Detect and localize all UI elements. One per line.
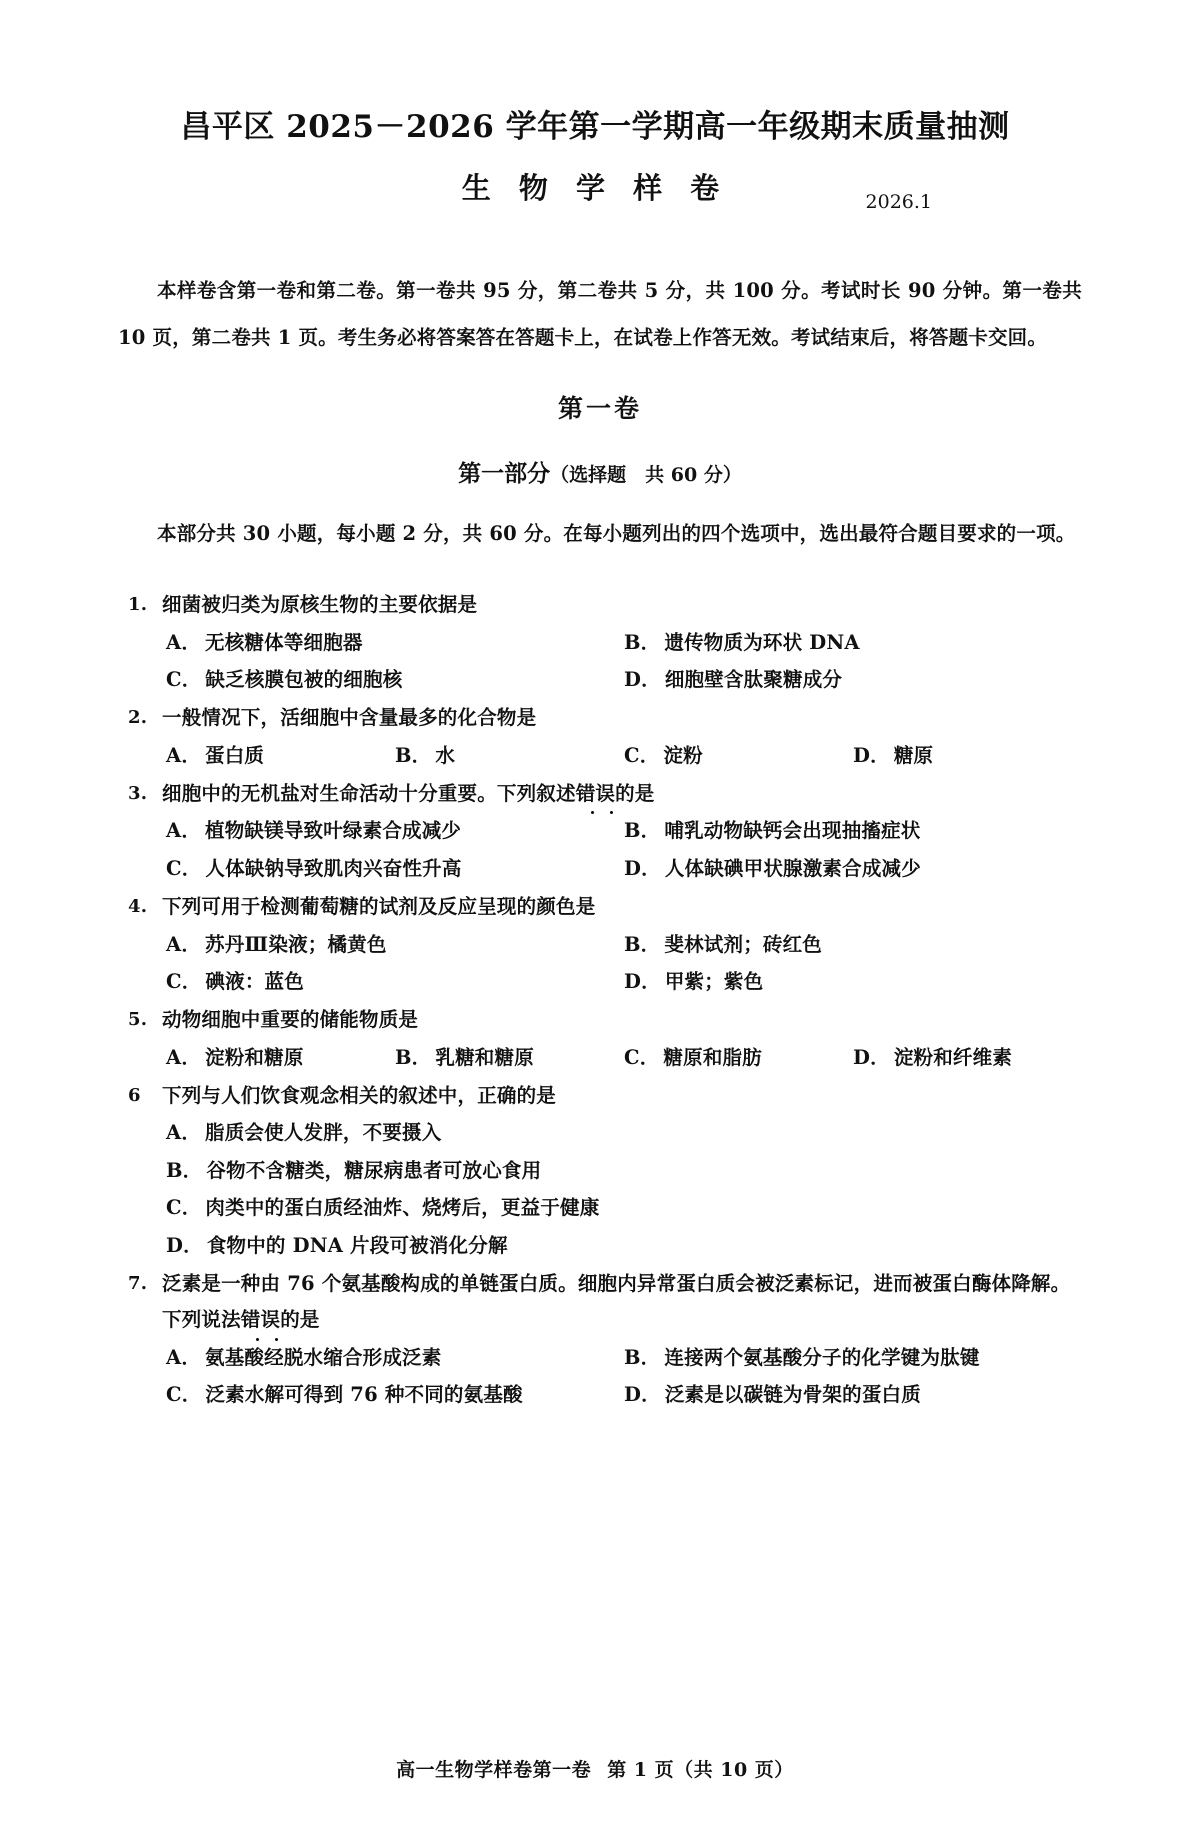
- option-label: C．: [166, 668, 202, 692]
- option-label: D．: [624, 856, 661, 880]
- option-text: 糖原和脂肪: [663, 1045, 762, 1069]
- exam-instructions: 本样卷含第一卷和第二卷。第一卷共 95 分，第二卷共 5 分，共 100 分。考试时长 90 分钟。第一卷共 10 页，第二卷共 1 页。考生务必将答案答在答题卡上，在试卷上作答无效。考试结束后，将答题卡交回。: [118, 278, 1082, 349]
- option-label: B．: [624, 630, 661, 654]
- option-text: 乳糖和糖原: [435, 1045, 534, 1069]
- option-label: C．: [166, 856, 202, 880]
- option-b[interactable]: [395, 1039, 624, 1076]
- option-text: 斐林试剂；砖红色: [664, 932, 822, 956]
- stem-emphasis: 错误: [576, 776, 615, 812]
- option-text: 食物中的 DNA 片段可被消化分解: [206, 1233, 508, 1257]
- option-label: B．: [166, 1158, 203, 1182]
- footer-page-number: 第 1 页（共 10 页）: [607, 1759, 794, 1781]
- option-text: 哺乳动物缺钙会出现抽搐症状: [664, 819, 921, 843]
- option-text: 蛋白质: [205, 743, 265, 767]
- option-text: 淀粉: [663, 743, 703, 767]
- question-number: 4.: [128, 896, 148, 918]
- option-d[interactable]: [624, 963, 1082, 1000]
- question-5: [128, 1002, 1082, 1076]
- option-group: [128, 812, 1082, 887]
- option-a[interactable]: [166, 1039, 395, 1076]
- option-label: C．: [166, 1196, 202, 1220]
- question-text: 动物细胞中重要的储能物质是: [162, 1008, 419, 1032]
- part-instructions: 本部分共 30 小题，每小题 2 分，共 60 分。在每小题列出的四个选项中，选出最符合题目要求的一项。: [157, 522, 1076, 546]
- question-stem: [128, 1002, 1082, 1038]
- option-d[interactable]: [624, 850, 1082, 887]
- option-a[interactable]: [166, 926, 624, 963]
- option-text: 人体缺钠导致肌肉兴奋性升高: [205, 856, 462, 880]
- question-text: 一般情况下，活细胞中含量最多的化合物是: [162, 706, 537, 730]
- volume-heading: 第一卷: [557, 394, 642, 424]
- question-number: 7.: [128, 1273, 148, 1295]
- option-label: D．: [853, 743, 890, 767]
- exam-date: 2026.1: [865, 190, 932, 213]
- option-text: 谷物不含糖类，糖尿病患者可放心食用: [206, 1158, 542, 1182]
- page-footer: [0, 1755, 1190, 1782]
- question-stem: [128, 1078, 1082, 1114]
- option-label: B．: [395, 743, 432, 767]
- option-group: [128, 926, 1082, 1001]
- option-group: [128, 1339, 1082, 1414]
- page-title: 昌平区 2025－2026 学年第一学期高一年级期末质量抽测: [180, 109, 1010, 145]
- option-text: 淀粉和糖原: [205, 1045, 304, 1069]
- stem-post: 的是: [280, 1308, 320, 1332]
- question-number: 1.: [128, 594, 148, 616]
- option-d[interactable]: [624, 1376, 1082, 1413]
- option-d[interactable]: [166, 1227, 1082, 1264]
- option-label: D．: [853, 1045, 890, 1069]
- stem-pre: 泛素是一种由 76 个氨基酸构成的单链蛋白质。细胞内异常蛋白质会被泛素标记，进而被蛋白酶体降解。下列说法: [162, 1272, 1071, 1332]
- part-heading-main: 第一部分: [458, 460, 551, 488]
- option-group: [128, 624, 1082, 699]
- option-c[interactable]: [624, 737, 853, 774]
- option-label: D．: [166, 1233, 203, 1257]
- question-stem: [128, 700, 1082, 736]
- question-stem: [128, 889, 1082, 925]
- question-stem: [128, 1266, 1082, 1339]
- option-label: D．: [624, 1383, 661, 1407]
- option-text: 细胞壁含肽聚糖成分: [664, 668, 843, 692]
- option-text: 脂质会使人发胖，不要摄入: [205, 1121, 442, 1145]
- option-group: [128, 1039, 1082, 1076]
- option-c[interactable]: [624, 1039, 853, 1076]
- question-number: 5.: [128, 1009, 148, 1031]
- option-text: 缺乏核膜包被的细胞核: [205, 668, 403, 692]
- question-number: 3.: [128, 783, 148, 805]
- question-7: [128, 1266, 1082, 1413]
- option-c[interactable]: [166, 1189, 1082, 1226]
- option-label: D．: [624, 970, 661, 993]
- option-d[interactable]: [853, 1039, 1082, 1076]
- option-text: 泛素是以碳链为骨架的蛋白质: [664, 1383, 921, 1407]
- option-text: 连接两个氨基酸分子的化学键为肽键: [664, 1345, 980, 1369]
- question-1: [128, 587, 1082, 698]
- part-heading-sub: （选择题 共 60 分）: [550, 464, 742, 487]
- option-label: A．: [166, 743, 202, 767]
- option-a[interactable]: [166, 1114, 1082, 1151]
- question-4: [128, 889, 1082, 1000]
- option-b[interactable]: [624, 624, 1082, 661]
- document-content: [0, 267, 1190, 1414]
- stem-pre: 细胞中的无机盐对生命活动十分重要。下列叙述: [162, 782, 576, 806]
- option-a[interactable]: [166, 624, 624, 661]
- option-b[interactable]: [624, 1339, 1082, 1376]
- question-3: [128, 776, 1082, 887]
- question-text: 下列与人们饮食观念相关的叙述中，正确的是: [162, 1084, 557, 1108]
- option-a[interactable]: [166, 1339, 624, 1376]
- stem-emphasis: 错误: [241, 1302, 280, 1338]
- option-b[interactable]: [395, 737, 624, 774]
- option-a[interactable]: [166, 812, 624, 849]
- subtitle-row: [0, 171, 1190, 215]
- option-text: 碘液：蓝色: [205, 970, 304, 993]
- option-label: B．: [624, 1345, 661, 1369]
- option-c[interactable]: [166, 661, 624, 698]
- option-text: 氨基酸经脱水缩合形成泛素: [205, 1345, 442, 1369]
- option-text: 淀粉和纤维素: [893, 1045, 1013, 1069]
- option-text: 苏丹Ⅲ染液；橘黄色: [205, 932, 387, 956]
- option-label: C．: [166, 1383, 202, 1407]
- option-b[interactable]: [166, 1152, 1082, 1189]
- option-label: A．: [166, 932, 202, 956]
- question-2: [128, 700, 1082, 774]
- question-text: 下列可用于检测葡萄糖的试剂及反应呈现的颜色是: [162, 895, 596, 919]
- footer-left: 高一生物学样卷第一卷: [396, 1759, 592, 1781]
- option-label: B．: [395, 1045, 432, 1069]
- option-d[interactable]: [853, 737, 1082, 774]
- question-stem: [128, 587, 1082, 623]
- option-text: 泛素水解可得到 76 种不同的氨基酸: [205, 1383, 523, 1407]
- option-b[interactable]: [624, 926, 1082, 963]
- stem-post: 的是: [615, 782, 655, 806]
- option-label: B．: [624, 932, 661, 956]
- option-text: 无核糖体等细胞器: [205, 630, 363, 654]
- question-number: 2.: [128, 707, 148, 729]
- option-text: 水: [435, 743, 456, 767]
- option-label: A．: [166, 1121, 202, 1145]
- question-6: [128, 1078, 1082, 1264]
- option-label: C．: [166, 970, 202, 993]
- part-heading: [118, 455, 1082, 488]
- option-c[interactable]: [166, 963, 624, 1000]
- option-label: C．: [624, 1045, 660, 1069]
- option-d[interactable]: [624, 661, 1082, 698]
- page-subtitle: 生 物 学 样 卷: [461, 170, 729, 205]
- option-b[interactable]: [624, 812, 1082, 849]
- option-text: 甲紫；紫色: [664, 970, 764, 993]
- option-label: A．: [166, 819, 202, 843]
- option-text: 肉类中的蛋白质经油炸、烧烤后，更益于健康: [205, 1196, 600, 1220]
- option-label: A．: [166, 1345, 202, 1369]
- option-text: 遗传物质为环状 DNA: [664, 630, 860, 654]
- option-label: A．: [166, 630, 202, 654]
- option-group: [128, 737, 1082, 774]
- question-stem: [128, 776, 1082, 812]
- option-label: D．: [624, 668, 661, 692]
- question-text: [162, 1266, 1082, 1339]
- option-text: 植物缺镁导致叶绿素合成减少: [205, 819, 462, 843]
- option-c[interactable]: [166, 1376, 624, 1413]
- question-text: 细菌被归类为原核生物的主要依据是: [162, 593, 478, 617]
- option-label: B．: [624, 819, 661, 843]
- option-c[interactable]: [166, 850, 624, 887]
- question-text: [162, 776, 1082, 812]
- option-a[interactable]: [166, 737, 395, 774]
- option-label: A．: [166, 1045, 202, 1069]
- option-group: [128, 1114, 1082, 1264]
- question-list: [118, 587, 1082, 1413]
- option-label: C．: [624, 743, 660, 767]
- option-text: 人体缺碘甲状腺激素合成减少: [664, 856, 921, 880]
- question-number: 6: [128, 1085, 141, 1107]
- option-text: 糖原: [893, 743, 934, 767]
